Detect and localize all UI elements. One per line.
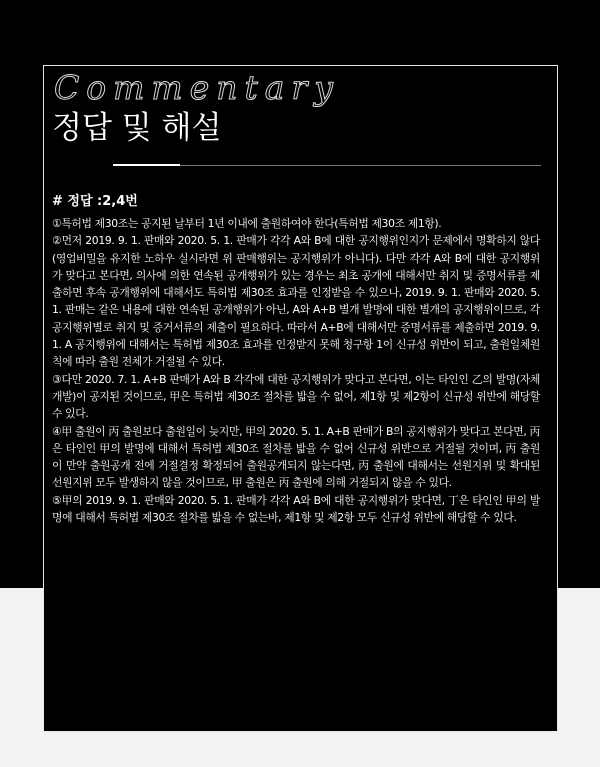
- explanation-item-1: ①특허법 제30조는 공지된 날부터 1년 이내에 출원하여야 한다(특허법 제30조 제1항).: [52, 217, 442, 230]
- title-divider: [180, 165, 541, 166]
- page-title: 정답 및 해설: [52, 110, 222, 146]
- commentary-card: [43, 65, 558, 732]
- explanation-body: [52, 215, 540, 526]
- explanation-item-3: ③다만 2020. 7. 1. A+B 판매가 A와 B 각각에 대한 공지행위가 맞다고 본다면, 이는 타인인 乙의 발명(자체 개발)이 공지된 것이므로, 甲은 특허법 제30조 절차를 밟을 수 없어, 제1항 및 제2항이 신규성 위반에 해당할 수 있다.: [52, 372, 540, 421]
- commentary-script-title: Commentary: [54, 68, 340, 107]
- title-divider-accent: [113, 164, 180, 166]
- explanation-item-4: ④甲 출원이 丙 출원보다 출원일이 늦지만, 甲의 2020. 5. 1. A+B 판매가 B의 공지행위가 맞다고 본다면, 丙은 타인인 甲의 발명에 대해서 특허법 제30조 절차를 밟을 수 없어 신규성 위반으로 거절될 것이며, 丙 출원이 만약 출원공개 전에 거절결정 확정되어 출원공개되지 않는다면, 丙 출원에 대해서는 선원지위 및 확대된 선원지위 모두 발생하지 않을 것이므로, 甲 출원은 丙 출원에 의해 거절되지 않을 수 있다.: [52, 424, 540, 490]
- explanation-item-2: ②먼저 2019. 9. 1. 판매와 2020. 5. 1. 판매가 각각 A와 B에 대한 공지행위인지가 문제에서 명확하지 않다(영업비밀을 유지한 노하우 실시라면 위 판매행위는 공지행위가 아니다). 다만 각각 A와 B에 대한 공지행위가 맞다고 본다면, 의사에 의한 연속된 공개행위가 있는 경우는 최초 공개에 대해서만 취지 및 증명서류를 제출하면 후속 공개행위에 대해서도 특허법 제30조 효과를 인정받을 수 있으나, 2019. 9. 1. 판매와 2020. 5. 1. 판매는 같은 내용에 대한 연속된 공개행위가 아닌, A와 A+B 별개 발명에 대한 별개의 공지행위이므로, 각 공지행위별로 취지 및 증거서류의 제출이 필요하다. 따라서 A+B에 대해서만 증명서류를 제출하면 2019. 9. 1. A 공지행위에 대해서는 특허법 제30조 효과를 인정받지 못해 청구항 1이 신규성 위반이 되고, 출원일체원칙에 따라 출원 전체가 거절될 수 있다.: [52, 234, 540, 369]
- answer-heading: # 정답 :2,4번: [52, 194, 138, 209]
- explanation-item-5: ⑤甲의 2019. 9. 1. 판매와 2020. 5. 1. 판매가 각각 A와 B에 대한 공지행위가 맞다면, 丁은 타인인 甲의 발명에 대해서 특허법 제30조 절차를 밟을 수 없는바, 제1항 및 제2항 모두 신규성 위반에 해당할 수 있다.: [52, 493, 540, 525]
